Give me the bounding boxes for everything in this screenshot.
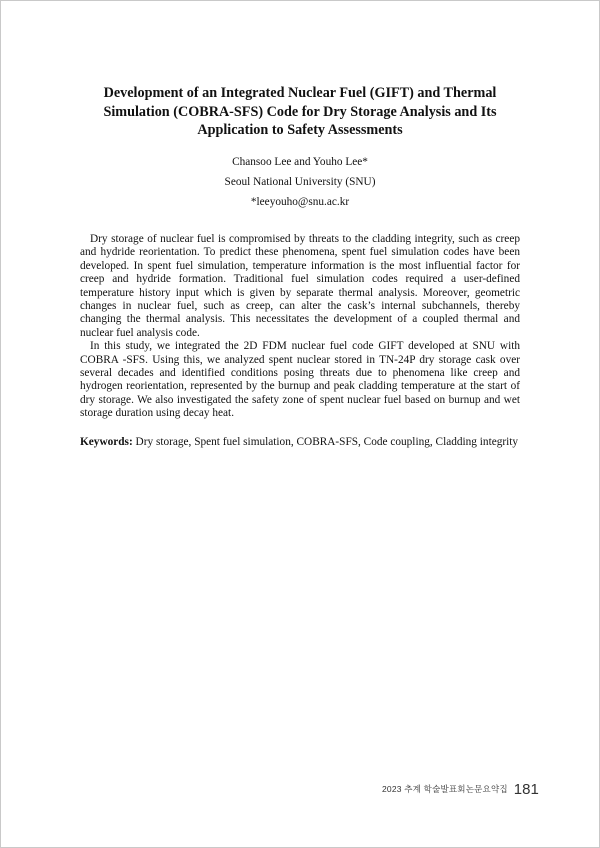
abstract-body xyxy=(80,233,520,421)
author-affiliation: Seoul National University (SNU) xyxy=(224,176,376,188)
paper-title: Development of an Integrated Nuclear Fuel (GIFT) and Thermal Simulation (COBRA-SFS) Code for Dry Storage Analysis and Its Application to Safety Assessments xyxy=(103,85,497,138)
author-names: Chansoo Lee and Youho Lee* xyxy=(232,156,368,168)
keywords-label: Keywords: xyxy=(80,436,133,448)
abstract-paragraph-2: In this study, we integrated the 2D FDM nuclear fuel code GIFT developed at SNU with COBRA -SFS. Using this, we analyzed spent nuclear stored in TN-24P dry storage cask over several decades and identified conditions posing threats due to phenomena like creep and hydrogen reorientation, represented by the burnup and peak cladding temperature at the start of dry storage. We also investigated the safety zone of spent nuclear fuel based on burnup and wet storage duration using decay heat. xyxy=(80,340,520,420)
keywords-line xyxy=(80,436,520,448)
footer-conference: 2023 추계 학술발표회논문요약집 xyxy=(382,784,508,794)
abstract-paragraph-1: Dry storage of nuclear fuel is compromised by threats to the cladding integrity, such as creep and hydride reorientation. To predict these phenomena, spent fuel simulation codes have been developed. In spent fuel simulation, temperature information is the most influential factor for creep and hydride formation. Traditional fuel simulation codes required a user-defined temperature history input which is given by separate thermal analysis. Moreover, geometric changes in nuclear fuel, such as creep, can alter the cask’s internal subchannels, thereby changing the thermal analysis. This necessitates the development of a coupled thermal and nuclear fuel analysis code. xyxy=(80,233,520,339)
page-number: 181 xyxy=(513,781,539,798)
page-footer xyxy=(382,781,539,799)
keywords-list: Dry storage, Spent fuel simulation, COBRA-SFS, Code coupling, Cladding integrity xyxy=(135,436,519,448)
author-email: *leeyouho@snu.ac.kr xyxy=(250,196,350,208)
